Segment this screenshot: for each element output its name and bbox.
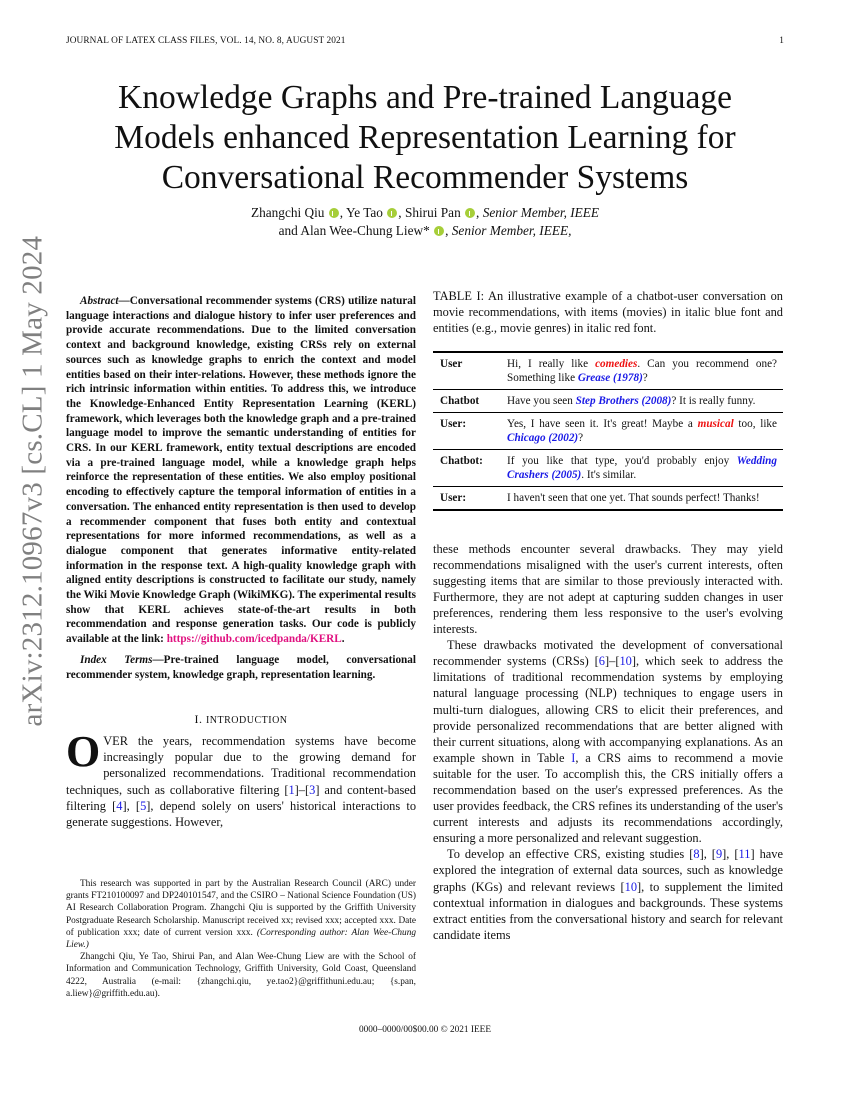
text: To develop an effective CRS, existing studies bbox=[447, 847, 690, 862]
text: This research was supported in part by the Australian Research Council (ARC) under grants FT210100097 and DP240101547, and the CSIRO – National Science Foundation (US) AI Research Collaboration Program. Zhangchi Qiu is supported by the Griffith University Postgraduate Research Scholarship. Manuscript received xx; revised xxx; accepted xxx. Date of publication xxx; date of current version xxx. bbox=[66, 879, 416, 938]
utterance-cell: I haven't seen that one yet. That sounds perfect! Thanks! bbox=[500, 486, 783, 510]
arxiv-stamp[interactable]: arXiv:2312.10967v3 [cs.CL] 1 May 2024 bbox=[16, 235, 49, 727]
table-reference-link[interactable]: I bbox=[571, 750, 576, 765]
orcid-icon[interactable] bbox=[387, 208, 397, 218]
paragraph: These drawbacks motivated the development of conversational recommender systems (CRSs) [6]–[10], which seek to address the limitations of traditional recommendation systems by employing natural language processing (NLP) techniques to engage users in multi-turn dialogues, allowing CRS to elicit their preferences, and provide personalized recommendations that are better aligned with their current situations, along with accompanying explanations. As an example shown in Table I, a CRS aims to recommend a movie suitable for the user. To accomplish this, the CRS initially offers a recommendation based on the user's expressed preferences. As the user provides feedback, the CRS refines its understanding of the user's current interests and adjusts its recommendations accordingly, ensuring a more personalized and relevant suggestion. bbox=[433, 638, 783, 846]
page-number: 1 bbox=[779, 36, 784, 46]
citation-link[interactable]: 10 bbox=[619, 654, 632, 669]
text: ? It is really funny. bbox=[671, 394, 756, 407]
footnote bbox=[66, 878, 416, 1000]
intro-paragraph: OVER the years, recommendation systems have become increasingly popular due to the growing demand for personalized recommendations. Traditional recommendation techniques, such as collaborative filtering [1]–[3] and content-based filtering [4], [5], depend solely on users' historical interactions to generate suggestions. However, bbox=[66, 727, 417, 829]
text: Have you seen bbox=[507, 394, 576, 407]
text: Yes, I have seen it. It's great! Maybe a bbox=[507, 417, 698, 430]
running-header bbox=[66, 36, 784, 46]
paragraph: To develop an effective CRS, existing studies [8], [9], [11] have explored the integration of external data sources, such as knowledge graphs (KGs) and relevant reviews [10], to supplement the limited contextual information in dialogues and backgrounds. These systems extract entities from the conversational history and search for relevant candidate items bbox=[433, 847, 783, 942]
entity-text: musical bbox=[697, 417, 734, 430]
affiliation-note: Zhangchi Qiu, Ye Tao, Shirui Pan, and Alan Wee-Chung Liew are with the School of Information and Communication Technology, Griffith University, Gold Coast, Queensland 4222, Australia (e-mail: {zhangchi.qiu, ye.tao2}@griffithuni.edu.au; {s.pan, a.liew}@griffith.edu.au). bbox=[66, 952, 416, 999]
citation-link[interactable]: 11 bbox=[738, 847, 751, 862]
text: , to supplement the limited contextual information in dialogues and backgrounds. These systems extract entities from the conversational history and search for relevant candidate items bbox=[433, 879, 783, 942]
index-terms: Index Terms—Pre-trained language model, conversational recommender system, knowledge graph, representation learning. bbox=[66, 653, 416, 681]
copyright-footer: 0000–0000/00$00.00 © 2021 IEEE bbox=[358, 1025, 492, 1035]
author-name: and Alan Wee-Chung Liew* bbox=[278, 223, 430, 238]
utterance-cell bbox=[500, 389, 783, 412]
paragraph: these methods encounter several drawbacks. They may yield recommendations misaligned with the user's current interests, often suggesting items that are similar to those previously interacted with. Furthermore, they are not adept at capturing sudden changes in user preferences, rendering them less responsive to the user's evolving interests. bbox=[433, 541, 783, 637]
table-row bbox=[433, 486, 783, 510]
table-row bbox=[433, 412, 783, 449]
section-heading-introduction bbox=[66, 712, 416, 727]
item-text: Step Brothers (2008) bbox=[575, 394, 672, 407]
table-caption: TABLE I: An illustrative example of a chatbot-user conversation on movie recommendations, with items (movies) in italic blue font and entities (e.g., movie genres) in italic red font. bbox=[433, 289, 783, 336]
citation-link[interactable]: 4 bbox=[116, 798, 123, 813]
abstract-label: Abstract bbox=[80, 295, 119, 307]
text: ? bbox=[578, 431, 584, 444]
author-name: Zhangchi Qiu bbox=[250, 205, 325, 220]
item-text: Wedding Crashers (2005) bbox=[507, 454, 777, 481]
citation-link[interactable]: 8 bbox=[693, 847, 700, 862]
section-number: I. bbox=[194, 712, 206, 727]
citation-link[interactable]: 10 bbox=[624, 879, 638, 894]
citation-link[interactable]: 5 bbox=[140, 798, 147, 813]
text: have explored the integration of external data sources, such as knowledge graphs (KGs) and relevant reviews bbox=[433, 847, 783, 894]
intro-continued bbox=[433, 541, 783, 943]
author-affiliation-title: Senior Member, IEEE, bbox=[451, 223, 572, 238]
citation-link[interactable]: 3 bbox=[309, 782, 316, 797]
author-list bbox=[66, 204, 784, 240]
speaker-cell: Chatbot: bbox=[433, 449, 500, 486]
text: . It's similar. bbox=[581, 468, 637, 481]
speaker-cell: User bbox=[440, 357, 463, 370]
index-terms-label: Index Terms bbox=[80, 653, 153, 666]
item-text: Chicago (2002) bbox=[507, 431, 579, 444]
paper-title: Knowledge Graphs and Pre-trained Language Models enhanced Representation Learning for Conversational Recommender Systems bbox=[114, 79, 736, 196]
orcid-icon[interactable] bbox=[465, 208, 475, 218]
item-text: Grease (1978) bbox=[577, 371, 643, 384]
orcid-icon[interactable] bbox=[434, 226, 444, 236]
drop-cap: O bbox=[66, 727, 101, 777]
abstract-text: Conversational recommender systems (CRS) utilize natural language interactions and dialogue history to infer user preferences and provide accurate recommendations. Due to the limited conversation context and background knowledge, existing CRSs rely on external sources such as knowledge graphs to enrich the context and model entities based on their inter-relations. However, these methods ignore the rich intrinsic information within entities. To address this, we introduce the Knowledge-Enhanced Entity Representation Learning (KERL) framework, which leverages both the knowledge graph and a pre-trained language model to improve the semantic understanding of entities for CRS. In our KERL framework, entity textual descriptions are encoded via a pre-trained language model, while a knowledge graph helps reinforce the representation of these entities. We also employ positional encoding to effectively capture the temporal information of entities in a conversation. The enhanced entity representation is then used to develop a recommender component that fuses both entity and contextual representations for more informed recommendations, as well as a dialogue component that generates informative entity-related information in the response text. A high-quality knowledge graph with aligned entity descriptions is constructed to facilitate our study, namely the Wiki Movie Knowledge Graph (WikiMKG). The experimental results show that KERL achieves state-of-the-art results in both recommendation and response generation tasks. Our code is publicly available at the link: bbox=[66, 295, 416, 646]
utterance-cell bbox=[500, 412, 783, 449]
text: , which seek to address the limitations of traditional recommendation systems by employing natural language processing (NLP) techniques to engage users in multi-turn dialogues, allowing CRS to elicit their preferences, and provide personalized recommendations that are better aligned with their current situations, along with accompanying explanations. As an example shown in Table bbox=[433, 654, 783, 765]
text: Hi, I really like bbox=[507, 357, 596, 370]
journal-name: JOURNAL OF LATEX CLASS FILES, VOL. 14, NO. 8, AUGUST 2021 bbox=[66, 36, 346, 46]
author-line-2: and Alan Wee-Chung Liew* , Senior Member, IEEE, bbox=[278, 223, 572, 238]
orcid-icon[interactable] bbox=[329, 208, 339, 218]
utterance-cell bbox=[500, 449, 783, 486]
abstract-end: . bbox=[341, 633, 345, 646]
text: too, like bbox=[733, 417, 777, 430]
table-row bbox=[433, 352, 783, 390]
abstract: Abstract—Conversational recommender systems (CRS) utilize natural language interactions and dialogue history to infer user preferences and provide accurate recommendations. Due to the limited conversation context and background knowledge, existing CRSs rely on external sources such as knowledge graphs to enrich the context and model entities based on their inter-relations. However, these methods ignore the rich intrinsic information within entities. To address this, we introduce the Knowledge-Enhanced Entity Representation Learning (KERL) framework, which leverages both the knowledge graph and a pre-trained language model to improve the semantic understanding of entities for CRS. In our KERL framework, entity textual descriptions are encoded via a pre-trained language model, while a knowledge graph helps reinforce the representation of these entities. We also employ positional encoding to effectively capture the temporal information of entities in a conversation. The enhanced entity representation is then used to develop a recommender component that fuses both entity and contextual representations for more informed recommendations, as well as a dialogue component that generates informative entity-related information in the response text. A high-quality knowledge graph with aligned entity descriptions is constructed to facilitate our study, namely the Wiki Movie Knowledge Graph (WikiMKG). The experimental results show that KERL achieves state-of-the-art results in both recommendation and response generation tasks. Our code is publicly available at the link: https://github.com/icedpanda/KERL. bbox=[66, 295, 416, 646]
index-terms-text: Pre-trained language model, conversational recommender system, knowledge graph, representation learning. bbox=[66, 653, 416, 681]
text: , depend solely on users' historical interactions to generate suggestions. However, bbox=[66, 798, 417, 829]
dialogue-table bbox=[433, 351, 783, 511]
speaker-cell: User: bbox=[433, 412, 500, 449]
text: These drawbacks motivated the development of conversational recommender systems (CRSs) bbox=[433, 638, 783, 669]
author-name: Shirui Pan bbox=[404, 205, 461, 220]
utterance-cell bbox=[500, 352, 783, 390]
speaker-cell: Chatbot bbox=[433, 389, 500, 412]
table-row bbox=[433, 449, 783, 486]
right-column bbox=[433, 288, 783, 943]
funding-note bbox=[66, 878, 416, 951]
speaker-cell: User: bbox=[433, 486, 500, 510]
citation-link[interactable]: 1 bbox=[288, 782, 295, 797]
text: If you like that type, you'd probably enjoy bbox=[507, 454, 737, 467]
author-affiliation-title: Senior Member, IEEE bbox=[482, 205, 600, 220]
code-link[interactable]: https://github.com/icedpanda/KERL bbox=[166, 633, 342, 646]
author-line-1: Zhangchi Qiu , Ye Tao , Shirui Pan , Senior Member, IEEE bbox=[250, 205, 600, 220]
text: ? bbox=[642, 371, 648, 384]
author-name: Ye Tao bbox=[345, 205, 383, 220]
table-row bbox=[433, 389, 783, 412]
entity-text: comedies bbox=[595, 357, 638, 370]
text: , a CRS aims to recommend a movie suitable for the user. To accomplish this, the CRS initially offers a recommendation based on the user's expressed preferences. As the user provides feedback, the CRS refines its understanding of the user's current interests and adjusts its recommendations accordingly, ensuring a more personalized and relevant suggestion. bbox=[433, 750, 783, 846]
section-title: INTRODUCTION bbox=[205, 715, 288, 727]
citation-link[interactable]: 6 bbox=[598, 654, 605, 669]
text: . Can you recommend one? Something like bbox=[507, 357, 778, 384]
corresponding-author: (Corresponding author: Alan Wee-Chung Liew.) bbox=[66, 927, 416, 951]
left-column bbox=[66, 294, 416, 830]
text: VER the years, recommendation systems have become increasingly popular due to the growing demand for personalized recommendations. Traditional recommendation techniques, such as collaborative filtering bbox=[66, 734, 416, 797]
text: and content-based filtering bbox=[66, 782, 416, 813]
citation-link[interactable]: 9 bbox=[715, 847, 723, 862]
